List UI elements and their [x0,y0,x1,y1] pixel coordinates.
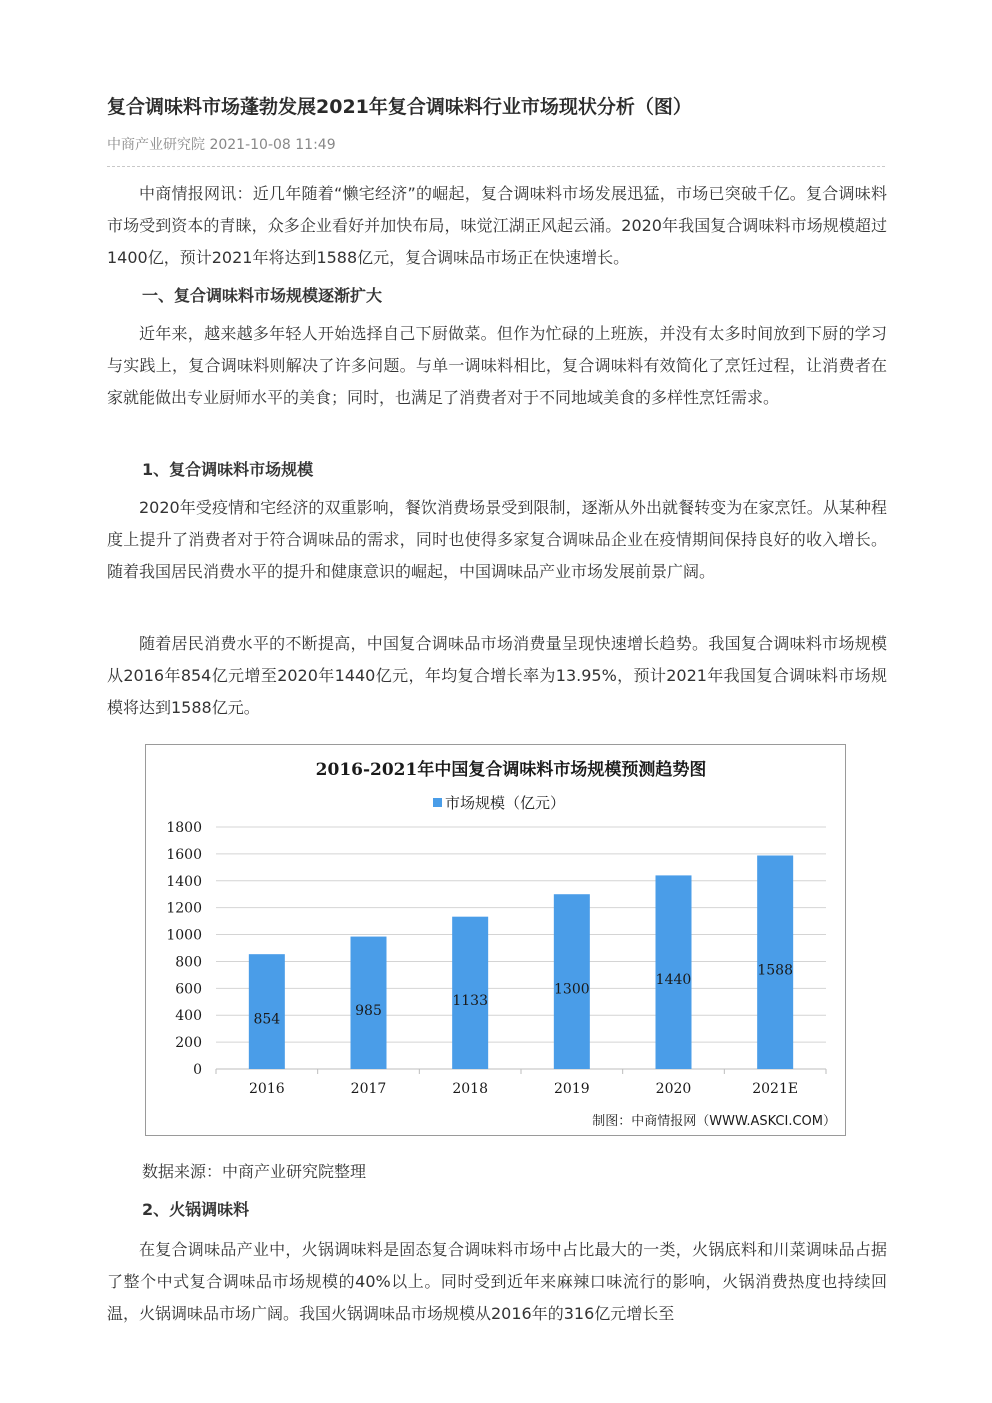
bar-value-label: 854 [253,1011,281,1028]
bar-value-label: 1440 [655,972,692,989]
y-tick-label: 600 [175,981,202,998]
sub2-paragraph: 在复合调味品产业中，火锅调味料是固态复合调味料市场中占比最大的一类，火锅底料和川菜调味品占据了整个中式复合调味品市场规模的40%以上。同时受到近年来麻辣口味流行的影响，火锅消费热度也持续回温，火锅调味品市场广阔。我国火锅调味品市场规模从2016年的316亿元增长至 [107,1240,887,1323]
chart-credit: 制图：中商情报网（WWW.ASKCI.COM） [592,1114,836,1129]
section1-paragraph: 近年来，越来越多年轻人开始选择自己下厨做菜。但作为忙碌的上班族，并没有太多时间放到下厨的学习与实践上，复合调味料则解决了许多问题。与单一调味料相比，复合调味料有效简化了烹饪过程，让消费者在家就能做出专业厨师水平的美食；同时，也满足了消费者对于不同地域美食的多样性烹饪需求。 [107,324,887,407]
article-datetime: 2021-10-08 11:49 [209,137,336,153]
article-meta [107,135,336,155]
y-tick-label: 800 [175,954,202,971]
data-source-note: 数据来源：中商产业研究院整理 [142,1162,367,1181]
chart-title: 2016-2021年中国复合调味料市场规模预测趋势图 [315,760,707,780]
x-tick-label: 2018 [452,1081,488,1097]
x-tick-label: 2016 [249,1081,285,1097]
title-divider [107,166,885,167]
section1-heading: 一、复合调味料市场规模逐渐扩大 [142,286,383,305]
legend-swatch [433,798,442,807]
x-tick-label: 2019 [554,1081,590,1097]
y-tick-label: 1600 [166,846,202,863]
x-tick-label: 2017 [350,1081,387,1097]
y-tick-label: 1400 [166,873,202,890]
x-tick-label: 2021E [752,1081,799,1097]
y-tick-label: 0 [193,1062,202,1078]
y-tick-label: 400 [175,1008,202,1025]
x-tick-label: 2020 [655,1081,692,1097]
sub1-paragraph-1: 2020年受疫情和宅经济的双重影响，餐饮消费场景受到限制，逐渐从外出就餐转变为在家烹饪。从某种程度上提升了消费者对于符合调味品的需求，同时也使得多家复合调味品企业在疫情期间保持良好的收入增长。随着我国居民消费水平的提升和健康意识的崛起，中国调味品产业市场发展前景广阔。 [107,498,887,581]
market-size-chart [145,744,846,1136]
legend-label: 市场规模（亿元） [445,794,566,812]
bar-value-label: 1588 [757,962,793,979]
y-tick-label: 1000 [166,927,202,944]
bar-value-label: 1300 [554,981,590,998]
article-title: 复合调味料市场蓬勃发展2021年复合调味料行业市场现状分析（图） [107,96,692,118]
article-source: 中商产业研究院 [107,137,205,153]
y-tick-label: 1200 [166,900,202,917]
chart-svg [146,745,845,1135]
sub1-paragraph-2: 随着居民消费水平的不断提高，中国复合调味品市场消费量呈现快速增长趋势。我国复合调味料市场规模从2016年854亿元增至2020年1440亿元，年均复合增长率为13.95%，预计2021年我国复合调味料市场规模将达到1588亿元。 [107,634,887,717]
bar-value-label: 985 [355,1002,382,1019]
y-tick-label: 200 [175,1035,202,1052]
intro-paragraph: 中商情报网讯：近几年随着“懒宅经济”的崛起，复合调味料市场发展迅猛，市场已突破千亿。复合调味料市场受到资本的青睐，众多企业看好并加快布局，味觉江湖正风起云涌。2020年我国复合调味料市场规模超过1400亿，预计2021年将达到1588亿元，复合调味品市场正在快速增长。 [107,184,887,267]
y-tick-label: 1800 [166,820,202,836]
bar-value-label: 1133 [452,992,488,1009]
sub1-heading: 1、复合调味料市场规模 [142,460,314,479]
sub2-heading: 2、火锅调味料 [142,1200,250,1219]
